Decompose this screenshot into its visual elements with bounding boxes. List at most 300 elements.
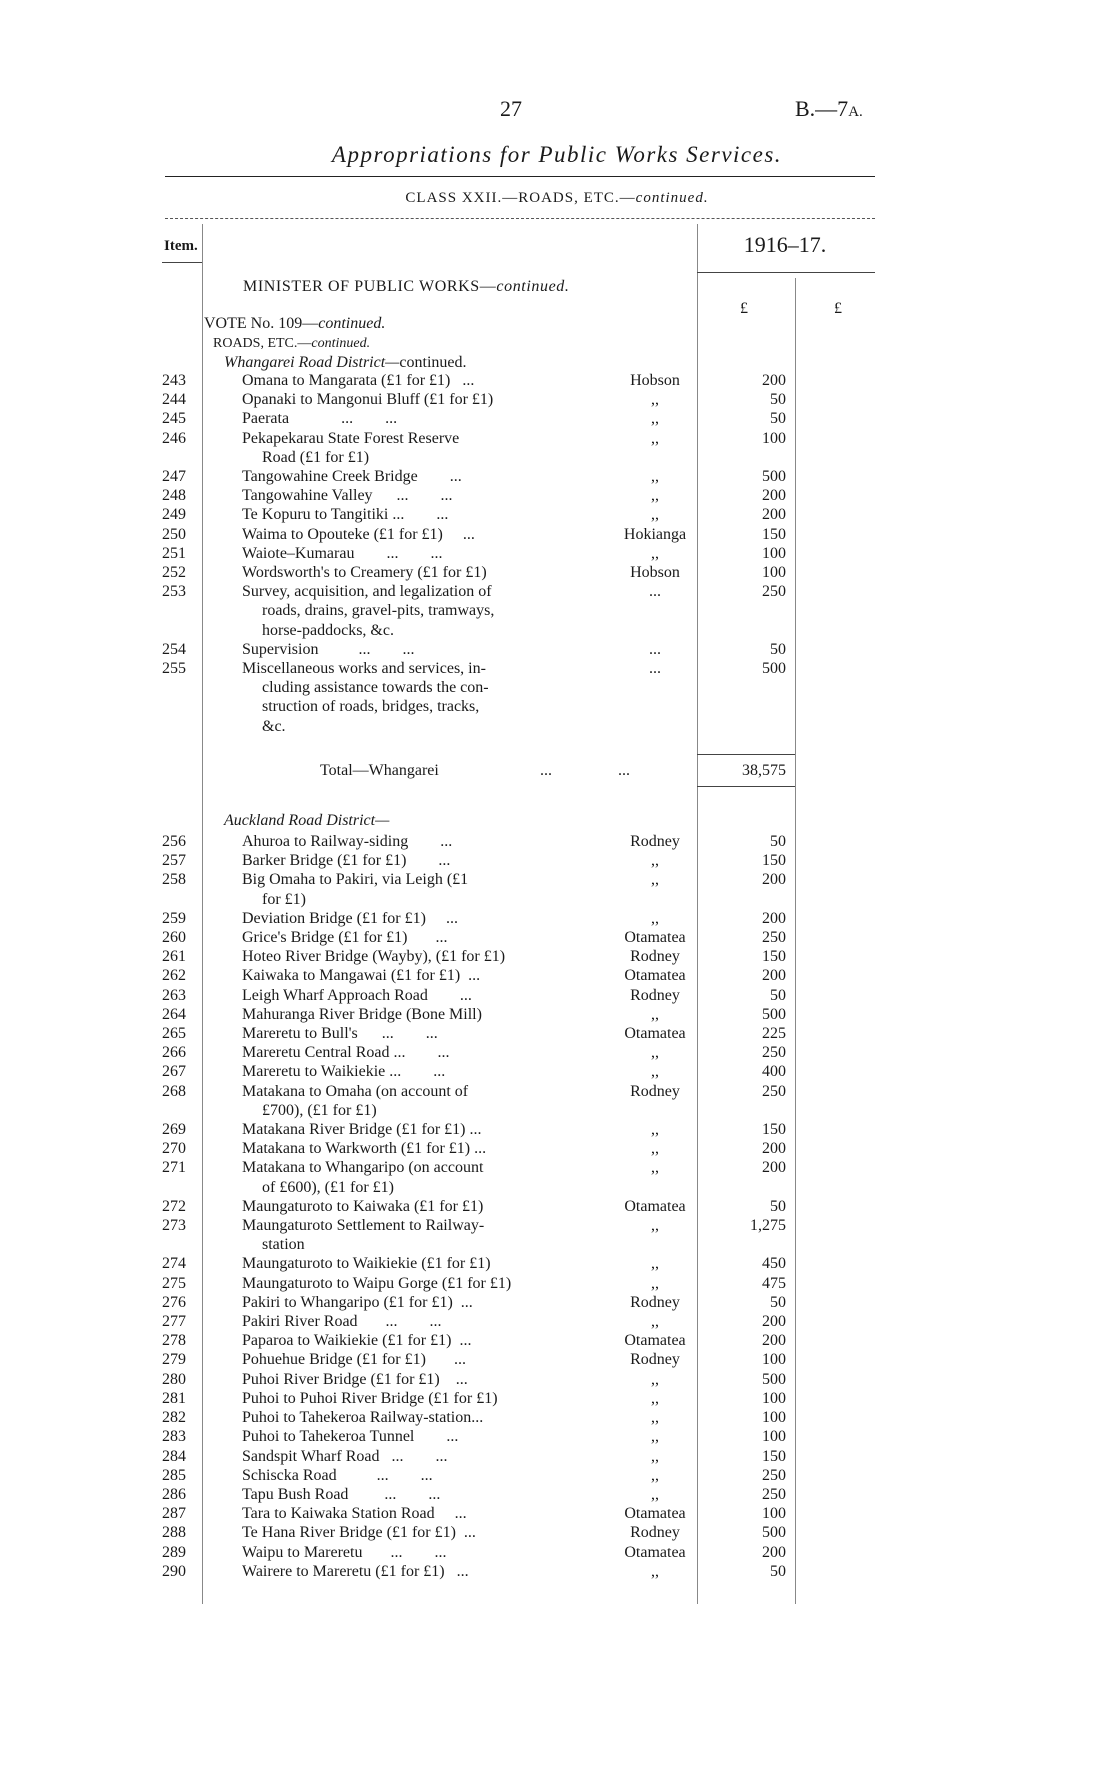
pound-sign-header-2: £ (834, 300, 842, 317)
item-number: 273 (162, 1217, 186, 1235)
item-description (242, 1331, 564, 1350)
item-description (242, 1158, 564, 1196)
vote-heading (204, 315, 385, 333)
description-line: Mareretu to Bull's ... ... (242, 1025, 438, 1043)
item-description (242, 563, 564, 582)
class-title (0, 190, 1114, 207)
description-continuation-line: for £1) (262, 890, 306, 908)
electorate: ,, (651, 1447, 659, 1465)
electorate: Rodney (630, 948, 680, 966)
description-line: Opanaki to Mangonui Bluff (£1 for £1) (242, 391, 494, 409)
item-description (242, 371, 564, 390)
description-line: Mahuranga River Bridge (Bone Mill) (242, 1005, 482, 1023)
item-number: 287 (162, 1505, 186, 1523)
item-number: 283 (162, 1428, 186, 1446)
description-line: Maungaturoto to Kaiwaka (£1 for £1) (242, 1197, 484, 1215)
item-description (242, 1024, 564, 1043)
description-line: Hoteo River Bridge (Wayby), (£1 for £1) (242, 948, 506, 966)
description-line: Puhoi River Bridge (£1 for £1) ... (242, 1370, 468, 1388)
amount: 50 (770, 1293, 786, 1311)
item-number: 263 (162, 986, 186, 1004)
table-row (0, 1062, 1114, 1081)
minister-continued: continued. (496, 278, 570, 295)
item-description (242, 525, 564, 544)
electorate: ,, (651, 1140, 659, 1158)
page-title: Appropriations for Public Works Services. (331, 142, 783, 167)
description-line: Omana to Mangarata (£1 for £1) ... (242, 372, 475, 389)
description-continuation-line: station (262, 1236, 305, 1254)
item-description (242, 1254, 564, 1273)
item-description (242, 1389, 564, 1408)
amount: 400 (762, 1063, 786, 1081)
item-description (242, 1120, 564, 1139)
vote-continued: continued. (318, 315, 386, 332)
amount: 200 (762, 967, 786, 985)
item-number: 252 (162, 564, 186, 582)
amount: 150 (762, 525, 786, 543)
item-description (242, 659, 564, 736)
amount: 200 (762, 372, 786, 389)
item-number: 289 (162, 1543, 186, 1561)
class-title-continued: continued. (635, 190, 709, 206)
item-number: 255 (162, 660, 186, 678)
item-number: 245 (162, 410, 186, 428)
description-line: Pekapekarau State Forest Reserve (242, 429, 460, 447)
item-number: 285 (162, 1466, 186, 1484)
table-row (0, 1293, 1114, 1312)
table-row (0, 467, 1114, 486)
description-line: Te Hana River Bridge (£1 for £1) ... (242, 1524, 476, 1542)
description-line: Leigh Wharf Approach Road ... (242, 986, 472, 1004)
page-number: 27 (500, 96, 522, 121)
amount: 100 (762, 1505, 786, 1523)
electorate: ,, (651, 487, 659, 505)
item-number: 282 (162, 1409, 186, 1427)
description-line: Waipu to Mareretu ... ... (242, 1543, 447, 1561)
item-description (242, 1504, 564, 1523)
item-number: 259 (162, 909, 186, 927)
item-number: 266 (162, 1044, 186, 1062)
total-bottom-rule (697, 786, 795, 787)
item-description (242, 1043, 564, 1062)
description-line: Sandspit Wharf Road ... ... (242, 1447, 448, 1465)
table-row (0, 928, 1114, 947)
whangarei-continued: continued. (399, 354, 467, 371)
item-number: 244 (162, 391, 186, 409)
amount: 100 (762, 544, 786, 562)
electorate: Otamatea (624, 1332, 686, 1350)
amount: 200 (762, 1140, 786, 1158)
table-row (0, 1024, 1114, 1043)
description-line: Grice's Bridge (£1 for £1) ... (242, 929, 448, 947)
electorate: ,, (651, 1313, 659, 1331)
electorate: Otamatea (624, 967, 686, 985)
electorate: ,, (651, 1562, 659, 1580)
item-number: 278 (162, 1332, 186, 1350)
description-line: Barker Bridge (£1 for £1) ... (242, 852, 451, 870)
amount: 50 (770, 986, 786, 1004)
year-column-header: 1916–17. (743, 232, 827, 257)
table-row (0, 832, 1114, 851)
amount: 100 (762, 429, 786, 447)
table-row (0, 505, 1114, 524)
description-line: Maungaturoto to Waipu Gorge (£1 for £1) (242, 1274, 512, 1292)
table-row (0, 1043, 1114, 1062)
item-description (242, 1197, 564, 1216)
roads-text: ROADS, ETC.— (213, 336, 312, 351)
item-description (242, 909, 564, 928)
table-row (0, 1543, 1114, 1562)
item-number: 267 (162, 1063, 186, 1081)
whangarei-items-list (0, 371, 1114, 736)
item-description (242, 640, 564, 659)
amount: 50 (770, 391, 786, 409)
year-head-rule (697, 272, 875, 273)
item-number: 290 (162, 1562, 186, 1580)
electorate: ,, (651, 852, 659, 870)
table-row (0, 1427, 1114, 1446)
table-row (0, 1447, 1114, 1466)
description-line: Matakana to Warkworth (£1 for £1) ... (242, 1140, 487, 1158)
item-number: 274 (162, 1255, 186, 1273)
description-line: Mareretu Central Road ... ... (242, 1044, 450, 1062)
item-description (242, 947, 564, 966)
item-description (242, 1216, 564, 1254)
electorate: ... (649, 583, 661, 601)
doc-ref-suffix: A. (848, 104, 863, 120)
total-leader-dots-1: ... (540, 762, 552, 779)
item-number: 269 (162, 1121, 186, 1139)
item-number: 270 (162, 1140, 186, 1158)
electorate: Hokianga (623, 525, 687, 543)
auckland-items-list (0, 832, 1114, 1581)
title-rule (165, 176, 875, 177)
item-number: 281 (162, 1389, 186, 1407)
table-row (0, 986, 1114, 1005)
amount: 100 (762, 1389, 786, 1407)
table-row (0, 659, 1114, 736)
item-description (242, 1274, 564, 1293)
amount: 500 (762, 660, 786, 678)
amount: 100 (762, 1351, 786, 1369)
item-number: 250 (162, 525, 186, 543)
description-line: Survey, acquisition, and legalization of (242, 583, 492, 601)
item-description (242, 486, 564, 505)
description-continuation-line: cluding assistance towards the con- (262, 679, 489, 697)
amount: 250 (762, 1082, 786, 1100)
item-number: 247 (162, 468, 186, 486)
table-row (0, 1331, 1114, 1350)
table-row (0, 1274, 1114, 1293)
minister-heading (243, 278, 570, 296)
description-line: Wordsworth's to Creamery (£1 for £1) (242, 564, 487, 582)
item-description (242, 1447, 564, 1466)
item-description (242, 1350, 564, 1369)
table-row (0, 870, 1114, 908)
amount: 500 (762, 468, 786, 486)
description-line: Puhoi to Puhoi River Bridge (£1 for £1) (242, 1389, 498, 1407)
table-row (0, 1120, 1114, 1139)
item-number: 264 (162, 1005, 186, 1023)
table-row (0, 1158, 1114, 1196)
item-description (242, 1293, 564, 1312)
description-line: Te Kopuru to Tangitiki ... ... (242, 506, 449, 524)
description-continuation-line: of £600), (£1 for £1) (262, 1178, 394, 1196)
item-description (242, 505, 564, 524)
description-line: Supervision ... ... (242, 640, 415, 658)
table-row (0, 544, 1114, 563)
description-continuation-line: &c. (262, 717, 286, 735)
item-number: 257 (162, 852, 186, 870)
electorate: Otamatea (624, 1197, 686, 1215)
class-title-text: CLASS XXII.—ROADS, ETC.— (405, 190, 636, 206)
item-number: 248 (162, 487, 186, 505)
table-row (0, 909, 1114, 928)
amount: 150 (762, 948, 786, 966)
item-description (242, 1408, 564, 1427)
description-line: Big Omaha to Pakiri, via Leigh (£1 (242, 871, 469, 889)
table-row (0, 851, 1114, 870)
item-number: 280 (162, 1370, 186, 1388)
table-row (0, 1562, 1114, 1581)
item-number: 275 (162, 1274, 186, 1292)
amount: 100 (762, 1428, 786, 1446)
description-continuation-line: £700), (£1 for £1) (262, 1101, 377, 1119)
description-line: Miscellaneous works and services, in- (242, 660, 486, 678)
item-number: 243 (162, 372, 186, 389)
table-row (0, 525, 1114, 544)
description-line: Matakana to Omaha (on account of (242, 1082, 469, 1100)
electorate: ,, (651, 1044, 659, 1062)
description-line: Puhoi to Tahekeroa Railway-station... (242, 1409, 484, 1427)
description-continuation-line: Road (£1 for £1) (262, 448, 370, 466)
electorate: Rodney (630, 1351, 680, 1369)
item-description (242, 582, 564, 640)
amount: 250 (762, 1466, 786, 1484)
item-description (242, 928, 564, 947)
description-line: Mareretu to Waikiekie ... ... (242, 1063, 446, 1081)
description-line: Paparoa to Waikiekie (£1 for £1) ... (242, 1332, 472, 1350)
amount: 150 (762, 1121, 786, 1139)
description-line: Waima to Opouteke (£1 for £1) ... (242, 525, 475, 543)
amount: 50 (770, 833, 786, 850)
item-number: 279 (162, 1351, 186, 1369)
item-number: 251 (162, 544, 186, 562)
item-description (242, 986, 564, 1005)
item-head-rule (162, 262, 202, 263)
auckland-district-heading: Auckland Road District— (224, 812, 390, 829)
table-row (0, 1216, 1114, 1254)
pound-sign-header-1: £ (740, 300, 748, 317)
amount: 500 (762, 1370, 786, 1388)
electorate: ,, (651, 1389, 659, 1407)
amount: 50 (770, 410, 786, 428)
item-column-header: Item. (164, 238, 198, 254)
amount: 150 (762, 1447, 786, 1465)
electorate: ,, (651, 468, 659, 486)
description-line: Kaiwaka to Mangawai (£1 for £1) ... (242, 967, 481, 985)
amount: 450 (762, 1255, 786, 1273)
description-line: Pohuehue Bridge (£1 for £1) ... (242, 1351, 466, 1369)
electorate: ,, (651, 1409, 659, 1427)
electorate: ,, (651, 410, 659, 428)
electorate: ,, (651, 1466, 659, 1484)
table-row (0, 486, 1114, 505)
amount: 250 (762, 929, 786, 947)
total-amount: 38,575 (742, 762, 786, 779)
item-number: 265 (162, 1025, 186, 1043)
description-line: Maungaturoto Settlement to Railway- (242, 1217, 485, 1235)
amount: 50 (770, 1562, 786, 1580)
item-number: 254 (162, 640, 186, 658)
amount: 200 (762, 1159, 786, 1177)
table-row (0, 1197, 1114, 1216)
amount: 200 (762, 1313, 786, 1331)
electorate: ,, (651, 1217, 659, 1235)
electorate: Otamatea (624, 1543, 686, 1561)
table-row (0, 429, 1114, 467)
item-number: 260 (162, 929, 186, 947)
description-line: Tara to Kaiwaka Station Road ... (242, 1505, 467, 1523)
item-description (242, 429, 564, 467)
electorate: ,, (651, 391, 659, 409)
electorate: ,, (651, 1063, 659, 1081)
item-number: 268 (162, 1082, 186, 1100)
item-description (242, 467, 564, 486)
vote-text: VOTE No. 109— (204, 315, 319, 332)
electorate: Rodney (630, 833, 680, 850)
electorate: ... (649, 660, 661, 678)
item-description (242, 1543, 564, 1562)
electorate: Otamatea (624, 1025, 686, 1043)
electorate: Hobson (630, 564, 680, 582)
table-row (0, 1254, 1114, 1273)
table-row (0, 563, 1114, 582)
item-description (242, 1427, 564, 1446)
item-number: 286 (162, 1485, 186, 1503)
electorate: Rodney (630, 1082, 680, 1100)
total-leader-dots-2: ... (618, 762, 630, 779)
item-description (242, 1139, 564, 1158)
item-description (242, 851, 564, 870)
item-description (242, 832, 564, 851)
amount: 100 (762, 1409, 786, 1427)
electorate: ,, (651, 1485, 659, 1503)
document-reference (795, 96, 863, 122)
table-row (0, 947, 1114, 966)
electorate: ,, (651, 1159, 659, 1177)
amount: 200 (762, 487, 786, 505)
item-description (242, 966, 564, 985)
minister-text: MINISTER OF PUBLIC WORKS— (243, 278, 497, 295)
description-line: Pakiri to Whangaripo (£1 for £1) ... (242, 1293, 473, 1311)
item-description (242, 1466, 564, 1485)
item-number: 249 (162, 506, 186, 524)
table-row (0, 1139, 1114, 1158)
table-row (0, 1350, 1114, 1369)
amount: 50 (770, 640, 786, 658)
item-number: 253 (162, 583, 186, 601)
description-line: Waiote–Kumarau ... ... (242, 544, 443, 562)
item-description (242, 870, 564, 908)
amount: 100 (762, 564, 786, 582)
table-row (0, 640, 1114, 659)
item-description (242, 390, 564, 409)
item-description (242, 1523, 564, 1542)
item-number: 258 (162, 871, 186, 889)
electorate: ,, (651, 871, 659, 889)
item-description (242, 1312, 564, 1331)
amount: 475 (762, 1274, 786, 1292)
description-continuation-line: horse-paddocks, &c. (262, 621, 394, 639)
table-row (0, 1485, 1114, 1504)
table-row (0, 1005, 1114, 1024)
amount: 1,275 (750, 1217, 786, 1235)
electorate: ,, (651, 1428, 659, 1446)
total-label: Total—Whangarei (320, 762, 439, 779)
amount: 200 (762, 871, 786, 889)
amount: 250 (762, 1485, 786, 1503)
description-continuation-line: struction of roads, bridges, tracks, (262, 698, 480, 716)
item-number: 256 (162, 833, 186, 850)
description-continuation-line: roads, drains, gravel-pits, tramways, (262, 602, 495, 620)
amount: 150 (762, 852, 786, 870)
amount: 250 (762, 1044, 786, 1062)
amount: 200 (762, 909, 786, 927)
description-line: Pakiri River Road ... ... (242, 1313, 442, 1331)
table-row (0, 1466, 1114, 1485)
item-description (242, 1005, 564, 1024)
item-number: 246 (162, 429, 186, 447)
item-description (242, 1062, 564, 1081)
total-top-rule (697, 754, 795, 755)
electorate: Rodney (630, 1293, 680, 1311)
electorate: Rodney (630, 1524, 680, 1542)
description-line: Matakana to Whangaripo (on account (242, 1159, 484, 1177)
description-line: Paerata ... ... (242, 410, 398, 428)
table-row (0, 1082, 1114, 1120)
electorate: Hobson (630, 372, 680, 389)
table-row (0, 1523, 1114, 1542)
electorate: ,, (651, 1274, 659, 1292)
item-description (242, 1082, 564, 1120)
description-line: Maungaturoto to Waikiekie (£1 for £1) (242, 1255, 491, 1273)
amount: 200 (762, 506, 786, 524)
description-line: Ahuroa to Railway-siding ... (242, 833, 453, 850)
description-line: Schiscka Road ... ... (242, 1466, 433, 1484)
electorate: ,, (651, 429, 659, 447)
table-row (0, 1370, 1114, 1389)
table-row (0, 966, 1114, 985)
whangarei-district-heading (224, 354, 467, 372)
electorate: ,, (651, 1121, 659, 1139)
item-number: 261 (162, 948, 186, 966)
item-number: 271 (162, 1159, 186, 1177)
amount: 200 (762, 1543, 786, 1561)
amount: 50 (770, 1197, 786, 1215)
description-line: Tangowahine Valley ... ... (242, 487, 453, 505)
electorate: ,, (651, 1255, 659, 1273)
item-number: 262 (162, 967, 186, 985)
item-description (242, 1370, 564, 1389)
item-number: 276 (162, 1293, 186, 1311)
description-line: Tangowahine Creek Bridge ... (242, 468, 462, 486)
amount: 200 (762, 1332, 786, 1350)
item-description (242, 544, 564, 563)
electorate: ,, (651, 1370, 659, 1388)
description-line: Puhoi to Tahekeroa Tunnel ... (242, 1428, 459, 1446)
item-number: 272 (162, 1197, 186, 1215)
